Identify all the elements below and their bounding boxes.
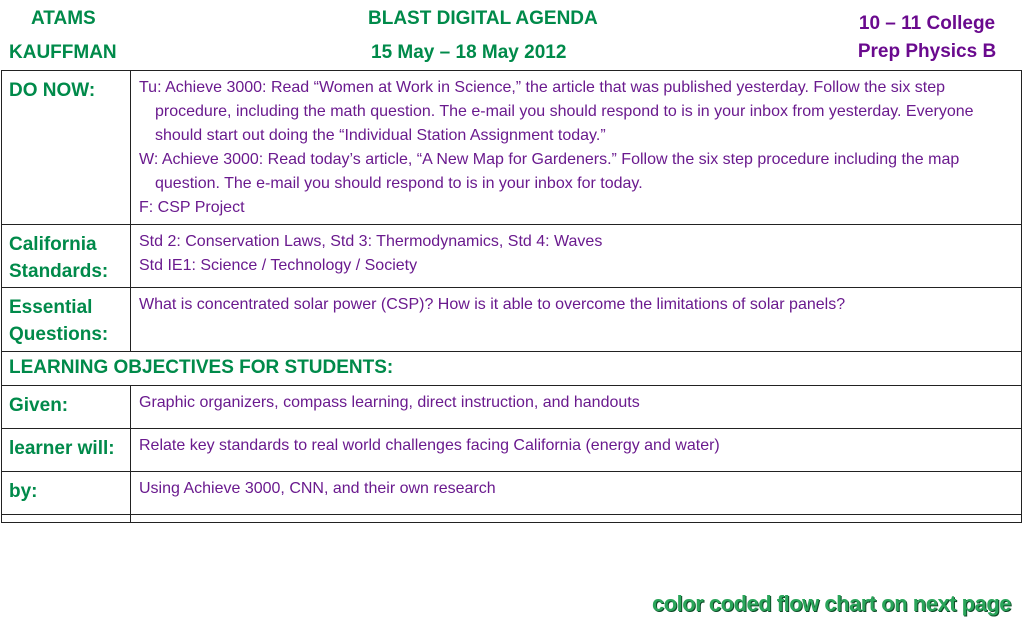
row-objectives — [2, 352, 1022, 386]
empty-cell-right — [131, 515, 1022, 523]
learner-text: Relate key standards to real world challenges facing California (energy and water) — [131, 429, 1022, 472]
standards-label: California Standards: — [2, 225, 131, 288]
do-now-label: DO NOW: — [2, 71, 131, 225]
course-name — [837, 10, 1017, 66]
learner-label: learner will: — [2, 429, 131, 472]
empty-cell-left — [2, 515, 131, 523]
row-standards — [2, 225, 1022, 288]
do-now-friday: F: CSP Project — [139, 199, 245, 216]
course-line1: 10 – 11 College — [858, 13, 996, 34]
do-now-wednesday: W: Achieve 3000: Read today’s article, “A New Map for Gardeners.” Follow the six step procedure including the map question. The e-mail you should respond to is in your inbox for today. — [139, 151, 960, 192]
given-text: Graphic organizers, compass learning, direct instruction, and handouts — [131, 386, 1022, 429]
by-label: by: — [2, 472, 131, 515]
essential-question: What is concentrated solar power (CSP)? How is it able to overcome the limitations of solar panels? — [131, 288, 1022, 352]
agenda-dates: 15 May – 18 May 2012 — [371, 42, 567, 63]
row-by — [2, 472, 1022, 515]
standards-line2: Std IE1: Science / Technology / Society — [139, 257, 418, 274]
given-label: Given: — [2, 386, 131, 429]
row-empty — [2, 515, 1022, 523]
row-learner — [2, 429, 1022, 472]
row-essential — [2, 288, 1022, 352]
do-now-content — [131, 71, 1022, 225]
row-given — [2, 386, 1022, 429]
standards-content — [131, 225, 1022, 288]
footer-note: color coded flow chart on next page — [652, 591, 1011, 616]
row-do-now — [2, 71, 1022, 225]
course-line2: Prep Physics B — [857, 41, 997, 62]
agenda-table — [1, 70, 1022, 523]
objectives-heading: LEARNING OBJECTIVES FOR STUDENTS: — [2, 352, 1022, 386]
agenda-title: BLAST DIGITAL AGENDA — [368, 8, 598, 29]
essential-label: Essential Questions: — [2, 288, 131, 352]
do-now-tuesday: Tu: Achieve 3000: Read “Women at Work in Science,” the article that was published yesterday. Follow the six step procedure, including the math question. The e-mail you should respond to is in your inbox from yesterday. Everyone should start out doing the “Individual Station Assignment today.” — [139, 79, 974, 144]
teacher-school: ATAMS — [31, 8, 96, 29]
by-text: Using Achieve 3000, CNN, and their own research — [131, 472, 1022, 515]
standards-line1: Std 2: Conservation Laws, Std 3: Thermodynamics, Std 4: Waves — [139, 233, 603, 250]
teacher-name: KAUFFMAN — [9, 42, 117, 63]
